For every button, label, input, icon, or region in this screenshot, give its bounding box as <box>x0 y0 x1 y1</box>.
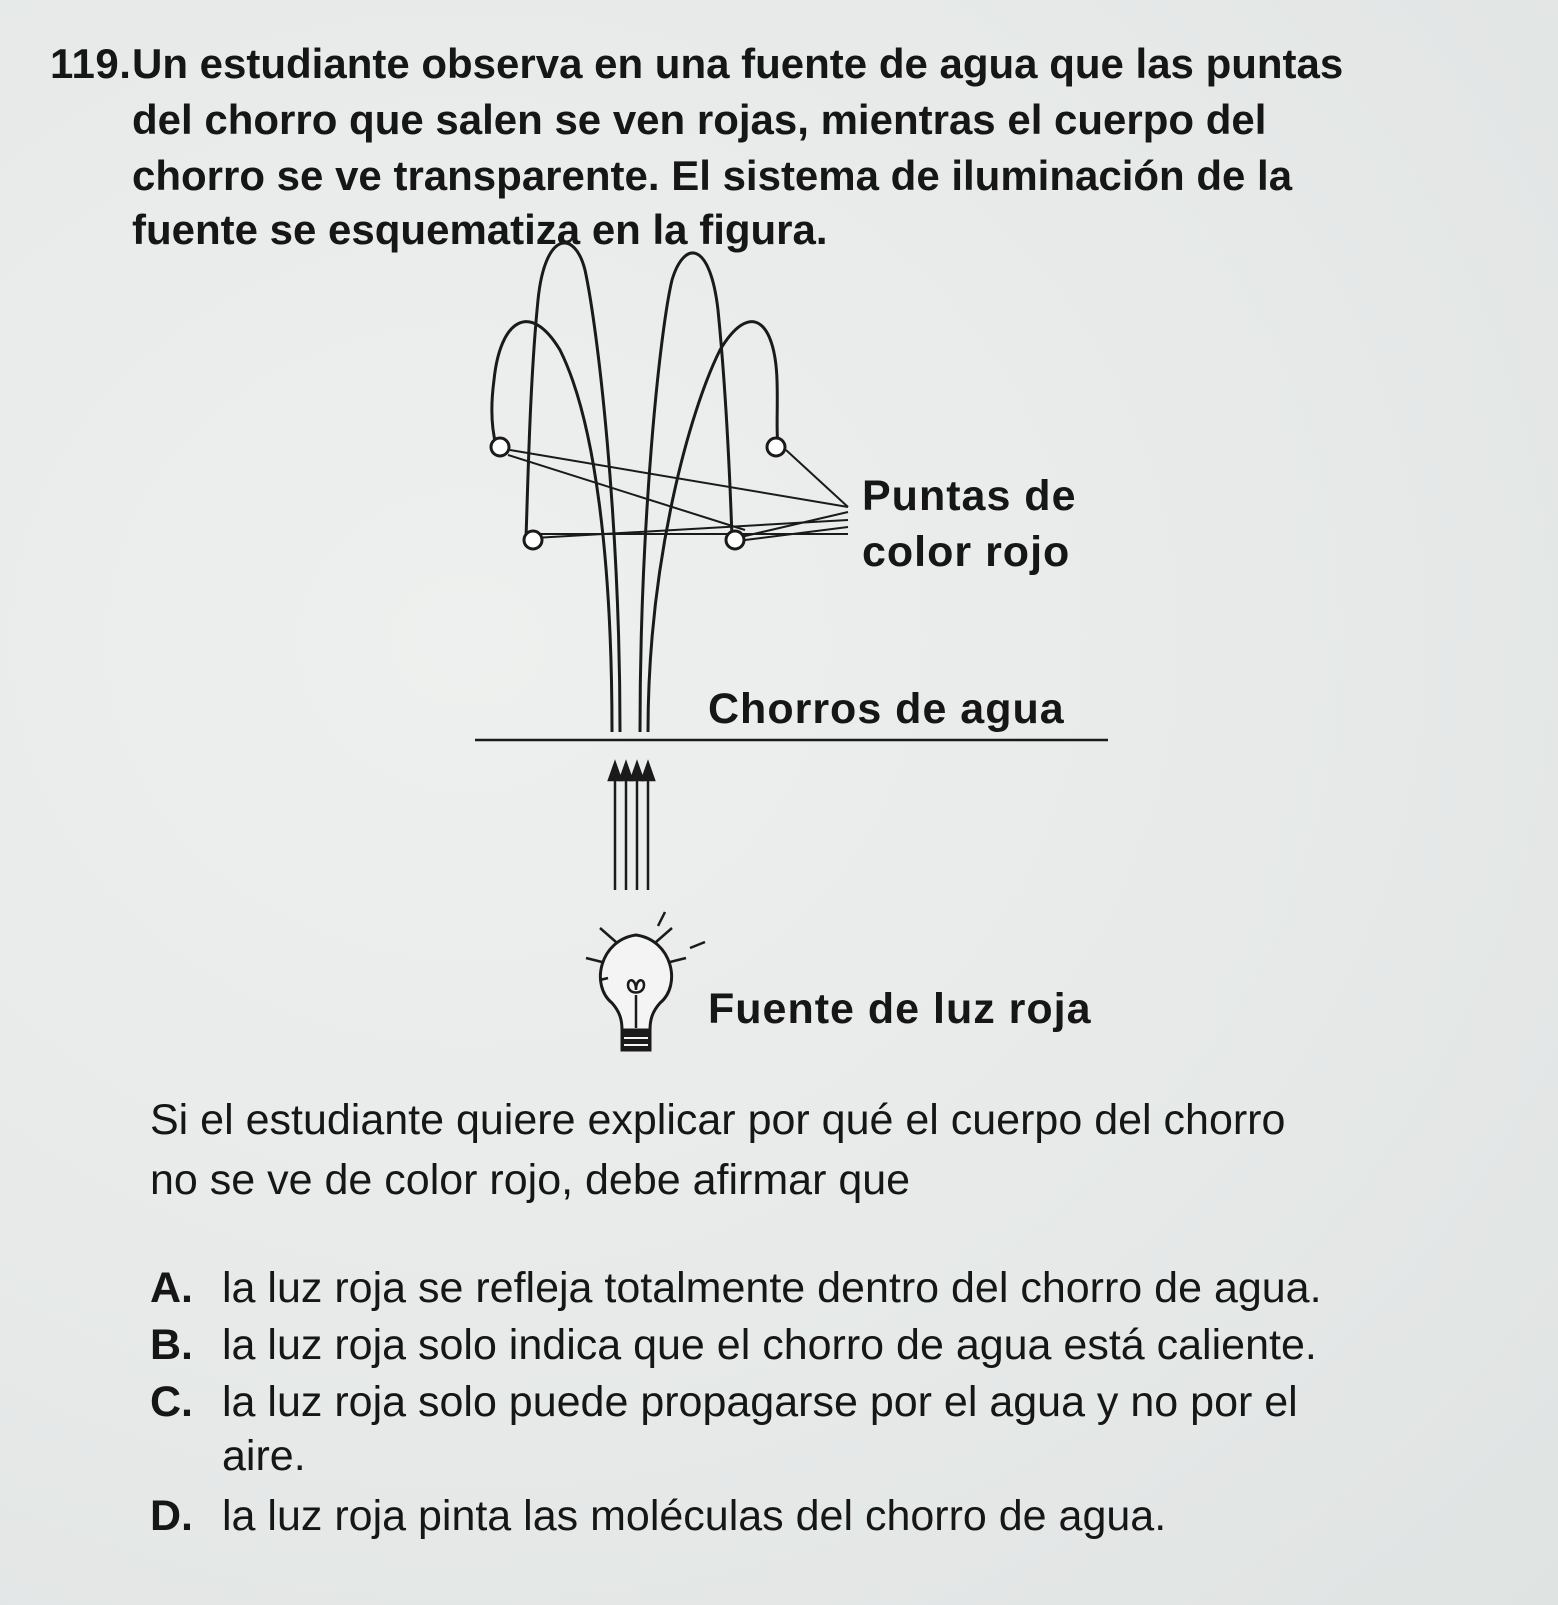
bulb-icon <box>586 912 705 1050</box>
option-a[interactable] <box>150 1264 1322 1313</box>
arrow-up-icon <box>609 763 654 890</box>
label-tips-line2: color rojo <box>862 528 1071 576</box>
option-b-letter: B. <box>150 1321 193 1369</box>
label-light-source: Fuente de luz roja <box>708 985 1092 1033</box>
option-a-letter: A. <box>150 1264 193 1312</box>
jet-tip-1 <box>491 438 509 456</box>
jet-tip-4 <box>726 531 744 549</box>
water-jet-outer-left <box>492 322 612 732</box>
option-c[interactable] <box>150 1378 1298 1427</box>
option-c-continuation: aire. <box>222 1432 306 1480</box>
stem-line-2: del chorro que salen se ven rojas, mientras el cuerpo del <box>132 96 1267 143</box>
option-d-text: la luz roja pinta las moléculas del chorro de agua. <box>222 1492 1167 1540</box>
prompt-line-2: no se ve de color rojo, debe afirmar que <box>150 1156 911 1204</box>
option-c-text: la luz roja solo puede propagarse por el agua y no por el <box>222 1378 1298 1426</box>
option-b-text: la luz roja solo indica que el chorro de agua está caliente. <box>222 1321 1317 1369</box>
option-b[interactable] <box>150 1321 1317 1370</box>
label-tips-line1: Puntas de <box>862 472 1077 520</box>
jet-tip-3 <box>524 531 542 549</box>
stem-line-3: chorro se ve transparente. El sistema de iluminación de la <box>132 152 1293 199</box>
label-jets: Chorros de agua <box>708 685 1065 733</box>
stem-line-4: fuente se esquematiza en la figura. <box>132 206 828 253</box>
prompt-line-1: Si el estudiante quiere explicar por qué el cuerpo del chorro <box>150 1096 1286 1144</box>
water-jet-inner-left <box>526 243 620 732</box>
option-d-letter: D. <box>150 1492 193 1540</box>
option-c-letter: C. <box>150 1378 193 1426</box>
question-number: 119. <box>50 40 132 87</box>
leader-line-1 <box>510 450 848 507</box>
water-jet-inner-right <box>640 253 732 732</box>
leader-line-7 <box>508 455 745 530</box>
option-a-text: la luz roja se refleja totalmente dentro del chorro de agua. <box>222 1264 1322 1312</box>
jet-tip-2 <box>767 438 785 456</box>
exam-page: 119. Un estudiante observa en una fuente de agua que las puntas del chorro que salen se ven rojas, mientras el cuerpo del chorro se ve transparente. El sistema de iluminación de la fuente se esquematiza en la figura. Puntas de color rojo Chorros de agua Fuente de luz roja Si el estudiante quiere explicar por qué el cuerpo del chorro no se ve de color rojo, debe afirmar que A. la luz roja se refleja totalmente dentro del chorro de agua. B. la luz roja solo indica que el chorro de agua está caliente. C. la luz roja solo puede propagarse por el agua y no por el aire. D. la luz roja pinta las moléculas del chorro de agua. <box>0 0 1558 1605</box>
option-d[interactable] <box>150 1492 1166 1541</box>
